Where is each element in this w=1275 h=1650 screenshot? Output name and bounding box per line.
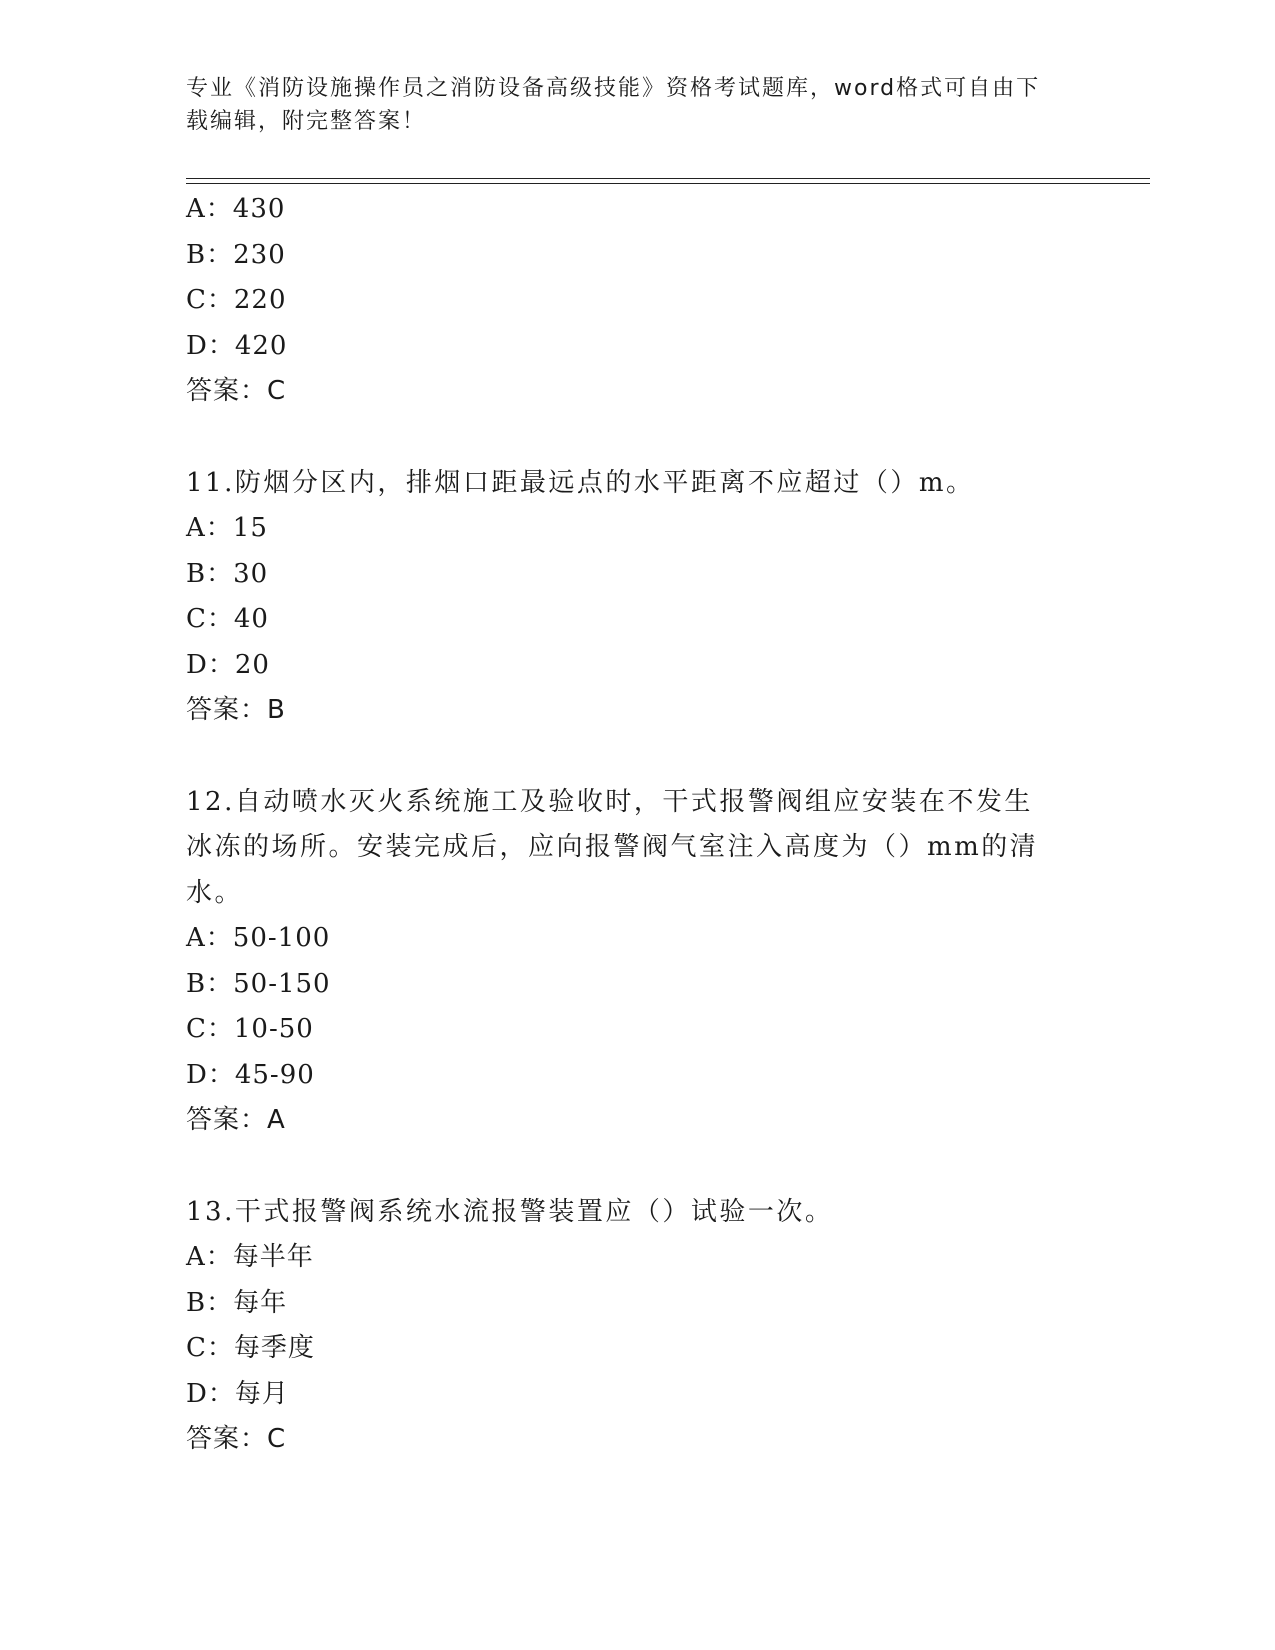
answer: 答案：A — [186, 1105, 286, 1135]
document-header — [186, 72, 1066, 138]
option-d: D：20 — [186, 649, 270, 680]
header-line-1: 专业《消防设施操作员之消防设备高级技能》资格考试题库，word格式可自由下 — [186, 76, 1041, 101]
question-stem: 12.自动喷水灭火系统施工及验收时，干式报警阀组应安装在不发生冰冻的场所。安装完成后，应向报警阀气室注入高度为（）mm的清水。 — [186, 786, 1039, 908]
question-list — [186, 187, 1086, 1463]
header-line-2: 载编辑，附完整答案！ — [186, 109, 427, 134]
header-rule-bottom — [186, 183, 1150, 184]
option-c: C：220 — [186, 285, 287, 315]
header-rule-top — [186, 178, 1150, 179]
option-c: C：10-50 — [186, 1014, 314, 1044]
option-b: B：230 — [186, 239, 286, 270]
question-stem: 11.防烟分区内，排烟口距最远点的水平距离不应超过（）m。 — [186, 467, 975, 498]
answer: 答案：C — [186, 1424, 287, 1454]
answer: 答案：C — [186, 376, 287, 406]
option-a: A：15 — [186, 513, 268, 543]
question-stem: 13.干式报警阀系统水流报警装置应（）试验一次。 — [186, 1196, 834, 1227]
question-11 — [186, 461, 1086, 734]
option-d: D：420 — [186, 330, 288, 361]
question-12 — [186, 780, 1086, 1144]
option-d: D：45-90 — [186, 1059, 315, 1090]
answer: 答案：B — [186, 695, 286, 725]
option-b: B：每年 — [186, 1287, 288, 1318]
option-b: B：50-150 — [186, 968, 331, 999]
option-a: A：430 — [186, 194, 286, 224]
question-13 — [186, 1190, 1086, 1463]
option-a: A：每半年 — [186, 1242, 314, 1272]
option-d: D：每月 — [186, 1378, 289, 1409]
option-c: C：40 — [186, 604, 269, 634]
option-b: B：30 — [186, 558, 269, 589]
option-c: C：每季度 — [186, 1333, 315, 1363]
option-a: A：50-100 — [186, 923, 331, 953]
question-prev — [186, 187, 1086, 415]
